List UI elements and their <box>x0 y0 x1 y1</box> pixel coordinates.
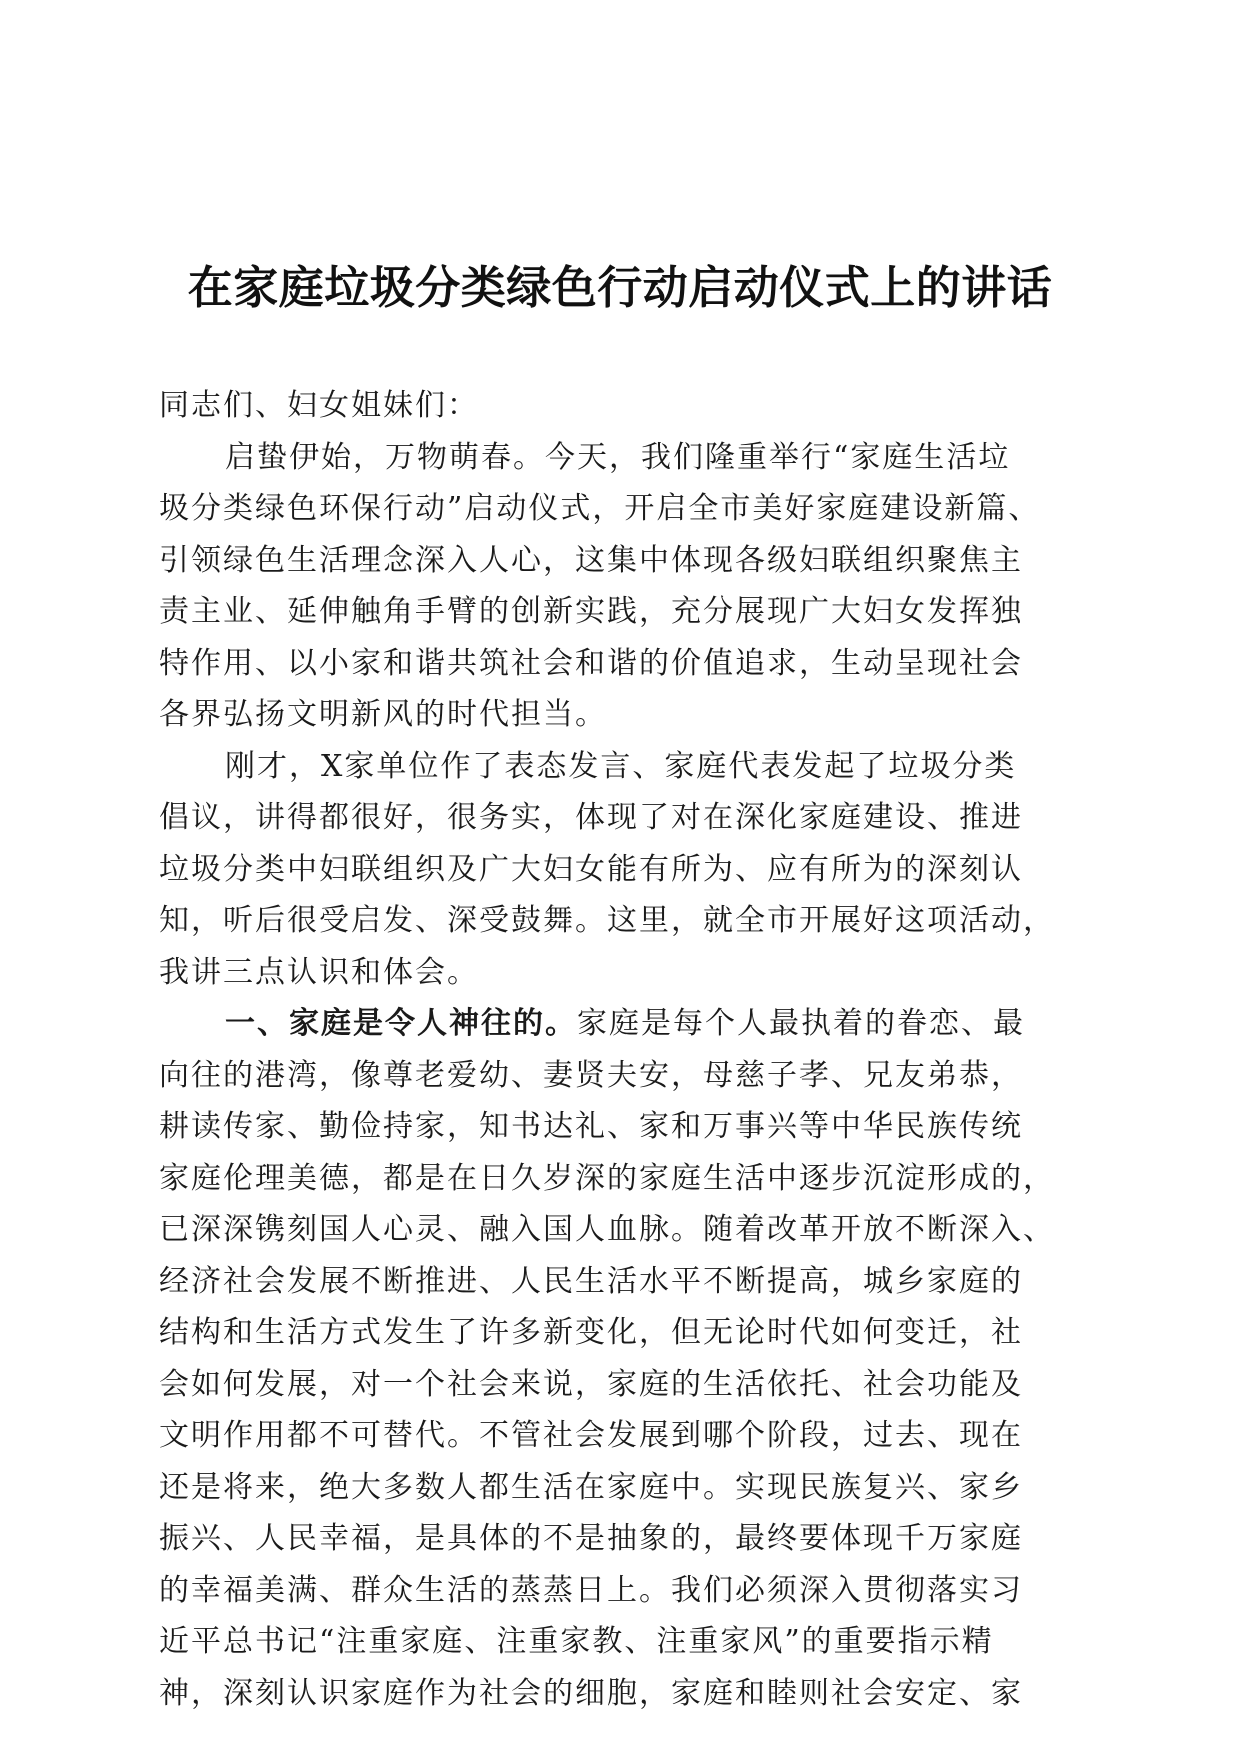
text-line: 家庭伦理美德，都是在日久岁深的家庭生活中逐步沉淀形成的， <box>159 1160 1055 1196</box>
text-line: 启蛰伊始，万物萌春。今天，我们隆重举行“家庭生活垃 <box>225 439 1011 475</box>
document-body <box>159 380 1077 1719</box>
salutation: 同志们、妇女姐妹们： <box>159 388 479 423</box>
text-line: 责主业、延伸触角手臂的创新实践，充分展现广大妇女发挥独 <box>159 594 1023 629</box>
text-line: 倡议，讲得都很好，很务实，体现了对在深化家庭建设、推进 <box>159 800 1023 835</box>
text-line <box>159 998 1077 1050</box>
text-line: 结构和生活方式发生了许多新变化，但无论时代如何变迁，社 <box>159 1315 1023 1350</box>
text-line: 向往的港湾，像尊老爱幼、妻贤夫安，母慈子孝、兄友弟恭， <box>159 1057 1023 1093</box>
text-line: 会如何发展，对一个社会来说，家庭的生活依托、社会功能及 <box>159 1366 1023 1402</box>
text-line: 振兴、人民幸福，是具体的不是抽象的，最终要体现千万家庭 <box>159 1521 1023 1556</box>
paragraph-3 <box>159 998 1077 1719</box>
text-line: 圾分类绿色环保行动”启动仪式，开启全市美好家庭建设新篇、 <box>159 491 1041 526</box>
text-line: 垃圾分类中妇联组织及广大妇女能有所为、应有所为的深刻认 <box>159 851 1023 887</box>
text-line: 已深深镌刻国人心灵、融入国人血脉。随着改革开放不断深入、 <box>159 1212 1055 1247</box>
document-title: 在家庭垃圾分类绿色行动启动仪式上的讲话 <box>187 261 1053 314</box>
text-line: 近平总书记“注重家庭、注重家教、注重家风”的重要指示精 <box>159 1624 994 1659</box>
text-line: 我讲三点认识和体会。 <box>159 954 479 990</box>
text-line: 特作用、以小家和谐共筑社会和谐的价值追求，生动呈现社会 <box>159 645 1023 681</box>
paragraph-1 <box>159 432 1077 741</box>
text-line: 经济社会发展不断推进、人民生活水平不断提高，城乡家庭的 <box>159 1263 1023 1299</box>
text-run: 家庭是每个人最执着的眷恋、最 <box>577 1006 1025 1041</box>
text-line: 引领绿色生活理念深入人心，这集中体现各级妇联组织聚焦主 <box>159 542 1023 578</box>
text-line: 还是将来，绝大多数人都生活在家庭中。实现民族复兴、家乡 <box>159 1469 1023 1505</box>
text-line: 知，听后很受启发、深受鼓舞。这里，就全市开展好这项活动， <box>159 903 1055 938</box>
text-line: 刚才，X家单位作了表态发言、家庭代表发起了垃圾分类 <box>225 748 1017 784</box>
paragraph-2 <box>159 741 1077 999</box>
text-line: 的幸福美满、群众生活的蒸蒸日上。我们必须深入贯彻落实习 <box>159 1572 1023 1608</box>
text-line: 耕读传家、勤俭持家，知书达礼、家和万事兴等中华民族传统 <box>159 1109 1023 1144</box>
text-line: 各界弘扬文明新风的时代担当。 <box>159 697 607 732</box>
text-line: 神，深刻认识家庭作为社会的细胞，家庭和睦则社会安定、家 <box>159 1675 1023 1711</box>
section-heading: 一、家庭是令人神往的。 <box>225 1006 577 1041</box>
text-line: 文明作用都不可替代。不管社会发展到哪个阶段，过去、现在 <box>159 1418 1023 1453</box>
